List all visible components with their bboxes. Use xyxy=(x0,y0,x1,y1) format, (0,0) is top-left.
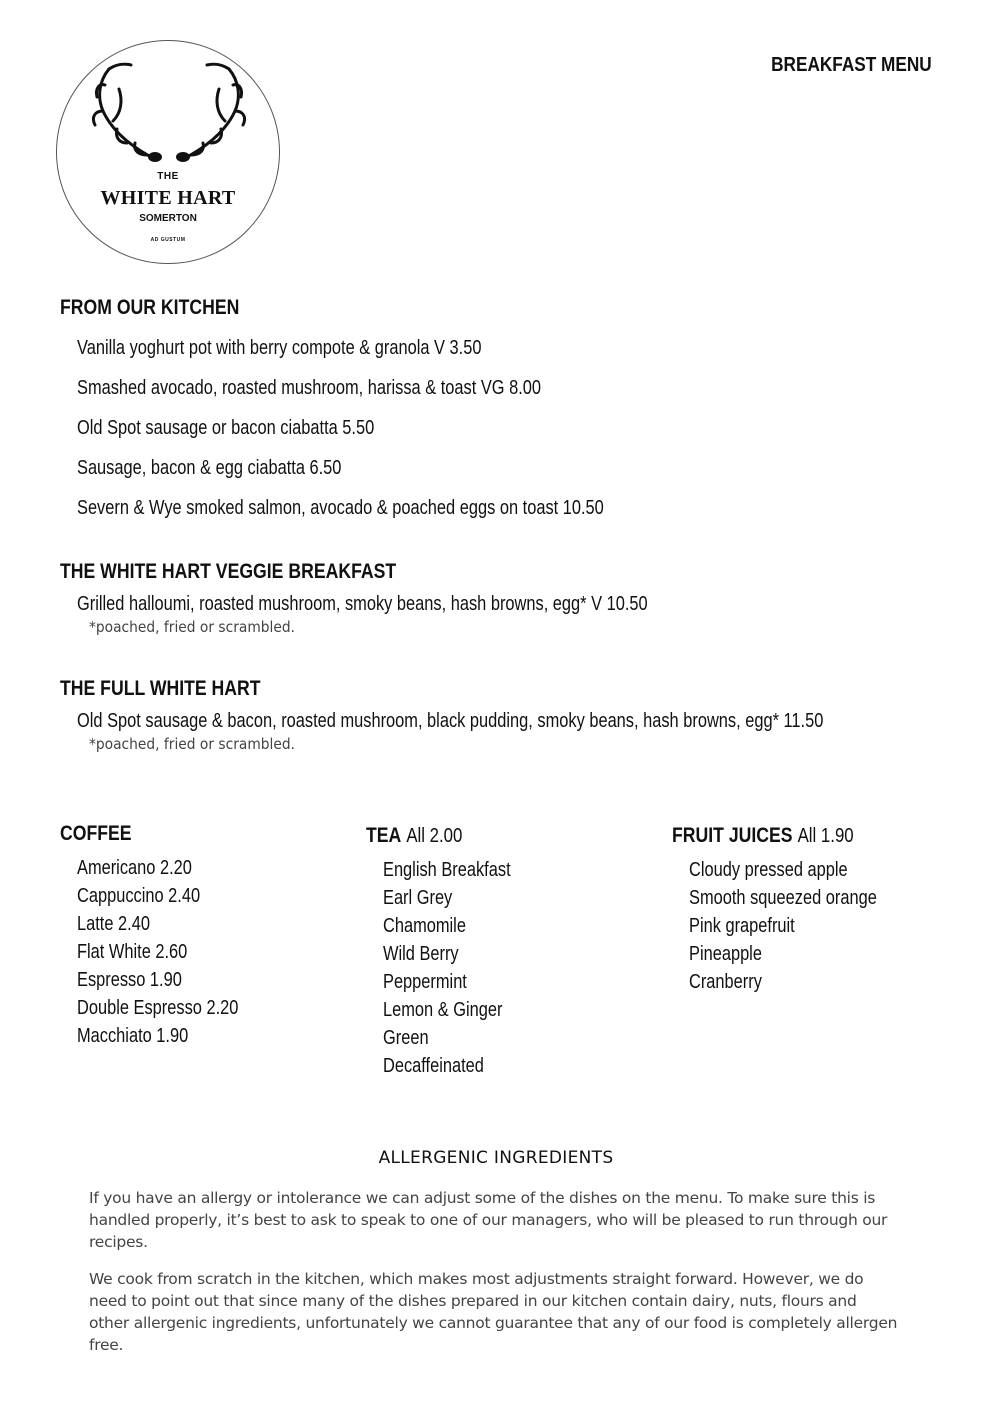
menu-item: Old Spot sausage or bacon ciabatta 5.50 xyxy=(77,417,375,439)
menu-item: Grilled halloumi, roasted mushroom, smoky beans, hash browns, egg* V 10.50 xyxy=(77,593,648,615)
list-item: Americano 2.20 xyxy=(77,857,192,879)
logo-location: SOMERTON xyxy=(139,213,197,224)
section-heading-veggie: THE WHITE HART VEGGIE BREAKFAST xyxy=(60,560,397,583)
coffee-column xyxy=(60,822,274,1050)
juices-column xyxy=(672,824,918,996)
list-item: Cloudy pressed apple xyxy=(689,859,848,881)
section-heading-coffee xyxy=(60,822,240,854)
antlers-icon xyxy=(57,41,281,265)
list-item: Macchiato 1.90 xyxy=(77,1025,189,1047)
tea-column xyxy=(366,824,539,1080)
list-item: Double Espresso 2.20 xyxy=(77,997,239,1019)
tea-price: All 2.00 xyxy=(406,825,463,847)
juices-heading: FRUIT JUICES xyxy=(672,824,793,847)
allergen-paragraph-1: If you have an allergy or intolerance we can adjust some of the dishes on the menu. To make sure this is handled properly, it’s best to ask to speak to one of our managers, who will be pleased to run through our recipes. xyxy=(89,1189,888,1251)
logo-motto: AD GUSTUM xyxy=(150,237,186,243)
menu-item: Old Spot sausage & bacon, roasted mushroom, black pudding, smoky beans, hash browns, egg* 11.50 xyxy=(77,710,824,732)
list-item: Pink grapefruit xyxy=(689,915,795,937)
list-item: Espresso 1.90 xyxy=(77,969,182,991)
section-heading-tea xyxy=(366,824,511,856)
list-item: Green xyxy=(383,1027,429,1049)
allergen-paragraph-2: We cook from scratch in the kitchen, which makes most adjustments straight forward. However, we do need to point out that since many of the dishes prepared in our kitchen contain dairy, nuts, flours and other allergenic ingredients, unfortunately we cannot guarantee that any of our food is completely allergen free. xyxy=(89,1270,898,1354)
tea-heading: TEA xyxy=(366,824,402,847)
list-item: Peppermint xyxy=(383,971,467,993)
juices-price: All 1.90 xyxy=(797,825,854,847)
section-heading-full: THE FULL WHITE HART xyxy=(60,677,261,700)
allergen-heading: ALLERGENIC INGREDIENTS xyxy=(378,1148,614,1168)
list-item: Cranberry xyxy=(689,971,762,993)
list-item: Pineapple xyxy=(689,943,762,965)
menu-item-note: *poached, fried or scrambled. xyxy=(89,735,296,753)
list-item: Latte 2.40 xyxy=(77,913,150,935)
list-item: Cappuccino 2.40 xyxy=(77,885,201,907)
coffee-list xyxy=(77,854,274,1050)
list-item: Chamomile xyxy=(383,915,466,937)
menu-item: Sausage, bacon & egg ciabatta 6.50 xyxy=(77,457,342,479)
list-item: English Breakfast xyxy=(383,859,511,881)
menu-item: Smashed avocado, roasted mushroom, harissa & toast VG 8.00 xyxy=(77,377,542,399)
list-item: Wild Berry xyxy=(383,943,459,965)
tea-list xyxy=(383,856,539,1080)
juices-list xyxy=(689,856,918,996)
menu-item: Severn & Wye smoked salmon, avocado & poached eggs on toast 10.50 xyxy=(77,497,604,519)
logo xyxy=(56,40,280,264)
section-heading-juices xyxy=(672,824,879,856)
list-item: Flat White 2.60 xyxy=(77,941,188,963)
list-item: Decaffeinated xyxy=(383,1055,484,1077)
coffee-heading: COFFEE xyxy=(60,822,132,845)
list-item: Earl Grey xyxy=(383,887,453,909)
list-item: Smooth squeezed orange xyxy=(689,887,877,909)
logo-name: WHITE HART xyxy=(100,187,236,209)
menu-item: Vanilla yoghurt pot with berry compote & granola V 3.50 xyxy=(77,337,482,359)
menu-item-note: *poached, fried or scrambled. xyxy=(89,618,296,636)
section-heading-kitchen: FROM OUR KITCHEN xyxy=(60,296,240,319)
logo-the: THE xyxy=(157,171,179,182)
list-item: Lemon & Ginger xyxy=(383,999,503,1021)
page-title: BREAKFAST MENU xyxy=(771,54,932,76)
